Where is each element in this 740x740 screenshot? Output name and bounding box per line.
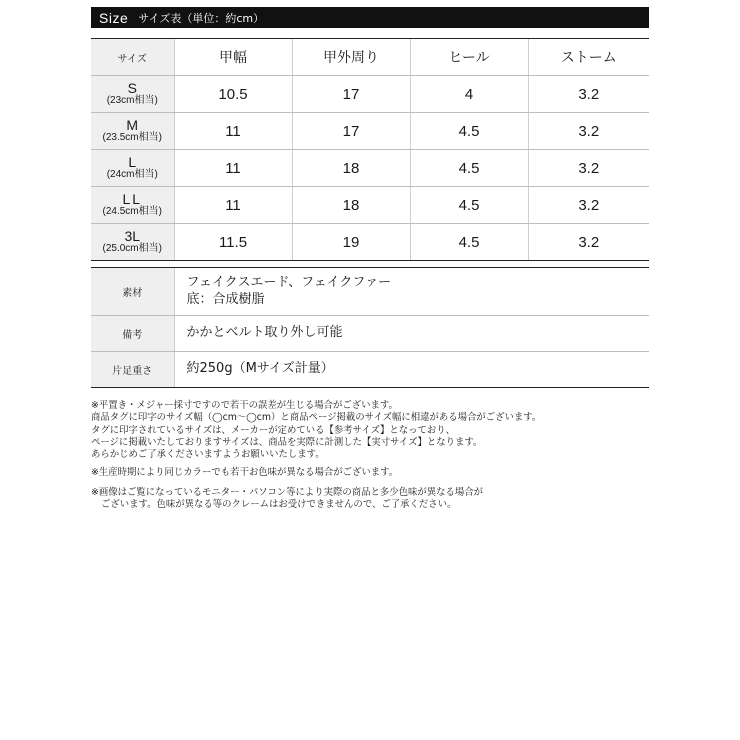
size-name: S <box>127 80 137 97</box>
remarks-value: かかとベルト取り外し可能 <box>174 316 649 352</box>
size-name: L <box>128 154 137 171</box>
value-cell: 3.2 <box>528 187 649 224</box>
remarks-row <box>91 316 649 352</box>
value-cell: 4.5 <box>410 150 528 187</box>
column-header: ヒール <box>410 39 528 76</box>
value-cell: 4.5 <box>410 187 528 224</box>
table-row <box>91 113 649 150</box>
table-row <box>91 224 649 261</box>
value-cell: 3.2 <box>528 76 649 113</box>
size-chart-subtitle: サイズ表（単位：約cm） <box>138 11 265 25</box>
value-cell: 11 <box>174 150 292 187</box>
table-row <box>91 76 649 113</box>
weight-row <box>91 352 649 388</box>
remarks-label: 備考 <box>91 316 174 352</box>
material-row <box>91 268 649 316</box>
value-cell: 18 <box>292 187 410 224</box>
material-line: 底：合成樹脂 <box>186 291 265 307</box>
note-line: ※平置き・メジャー採寸ですので若干の誤差が生じる場合がございます。 <box>91 400 398 411</box>
value-cell: 4.5 <box>410 224 528 261</box>
value-cell: 11 <box>174 187 292 224</box>
size-equivalent: (24.5cm相当) <box>102 206 162 218</box>
size-name: 3L <box>124 228 141 245</box>
material-line: フェイクスエード、フェイクファー <box>186 274 392 290</box>
value-cell: 3.2 <box>528 113 649 150</box>
size-table-header-row <box>91 39 649 76</box>
size-equivalent: (23.5cm相当) <box>102 132 162 144</box>
note-line: ※生産時期により同じカラーでも若干お色味が異なる場合がございます。 <box>91 467 399 479</box>
value-cell: 11.5 <box>174 224 292 261</box>
size-equivalent: (25.0cm相当) <box>102 243 162 255</box>
size-cell <box>91 113 174 150</box>
size-equivalent: (23cm相当) <box>106 95 158 107</box>
value-cell: 4 <box>410 76 528 113</box>
size-name: LL <box>122 191 143 208</box>
note-line: ※画像はご覧になっているモニター・パソコン等により実際の商品と多少色味が異なる場合が <box>91 486 484 498</box>
material-label: 素材 <box>91 268 174 316</box>
value-cell: 3.2 <box>528 224 649 261</box>
value-cell: 11 <box>174 113 292 150</box>
table-row <box>91 187 649 224</box>
product-info-table <box>91 267 649 388</box>
size-equivalent: (24cm相当) <box>106 169 158 181</box>
size-cell <box>91 187 174 224</box>
column-header: 甲外周り <box>292 39 410 76</box>
notes-block <box>91 400 691 511</box>
size-table <box>91 38 649 261</box>
size-cell <box>91 224 174 261</box>
value-cell: 3.2 <box>528 150 649 187</box>
size-cell <box>91 76 174 113</box>
note-line: 商品タグに印字のサイズ幅（◯cm〜◯cm）と商品ページ掲載のサイズ幅に相違がある場合がございます。 <box>91 412 542 424</box>
value-cell: 17 <box>292 113 410 150</box>
value-cell: 18 <box>292 150 410 187</box>
column-header: ストーム <box>528 39 649 76</box>
note-line: ございます。色味が異なる等のクレームはお受けできませんので、ご了承ください。 <box>101 499 457 511</box>
corner-header: サイズ <box>91 39 174 76</box>
size-name: M <box>126 117 139 134</box>
size-chart-header <box>91 7 649 28</box>
note-line: タグに印字されているサイズは、メーカーが定めている【参考サイズ】となっており、 <box>91 424 455 436</box>
note-line: あらかじめご了承くださいますようお願いいたします。 <box>91 449 325 461</box>
weight-value: 約250g（Mサイズ計量） <box>174 352 649 388</box>
value-cell: 17 <box>292 76 410 113</box>
size-cell <box>91 150 174 187</box>
weight-label: 片足重さ <box>91 352 174 388</box>
value-cell: 10.5 <box>174 76 292 113</box>
material-value <box>174 268 649 316</box>
note-line: ページに掲載いたしておりますサイズは、商品を実際に計測した【実寸サイズ】となります。 <box>91 436 483 448</box>
value-cell: 19 <box>292 224 410 261</box>
size-label: Size <box>99 9 129 26</box>
column-header: 甲幅 <box>174 39 292 76</box>
table-row <box>91 150 649 187</box>
value-cell: 4.5 <box>410 113 528 150</box>
